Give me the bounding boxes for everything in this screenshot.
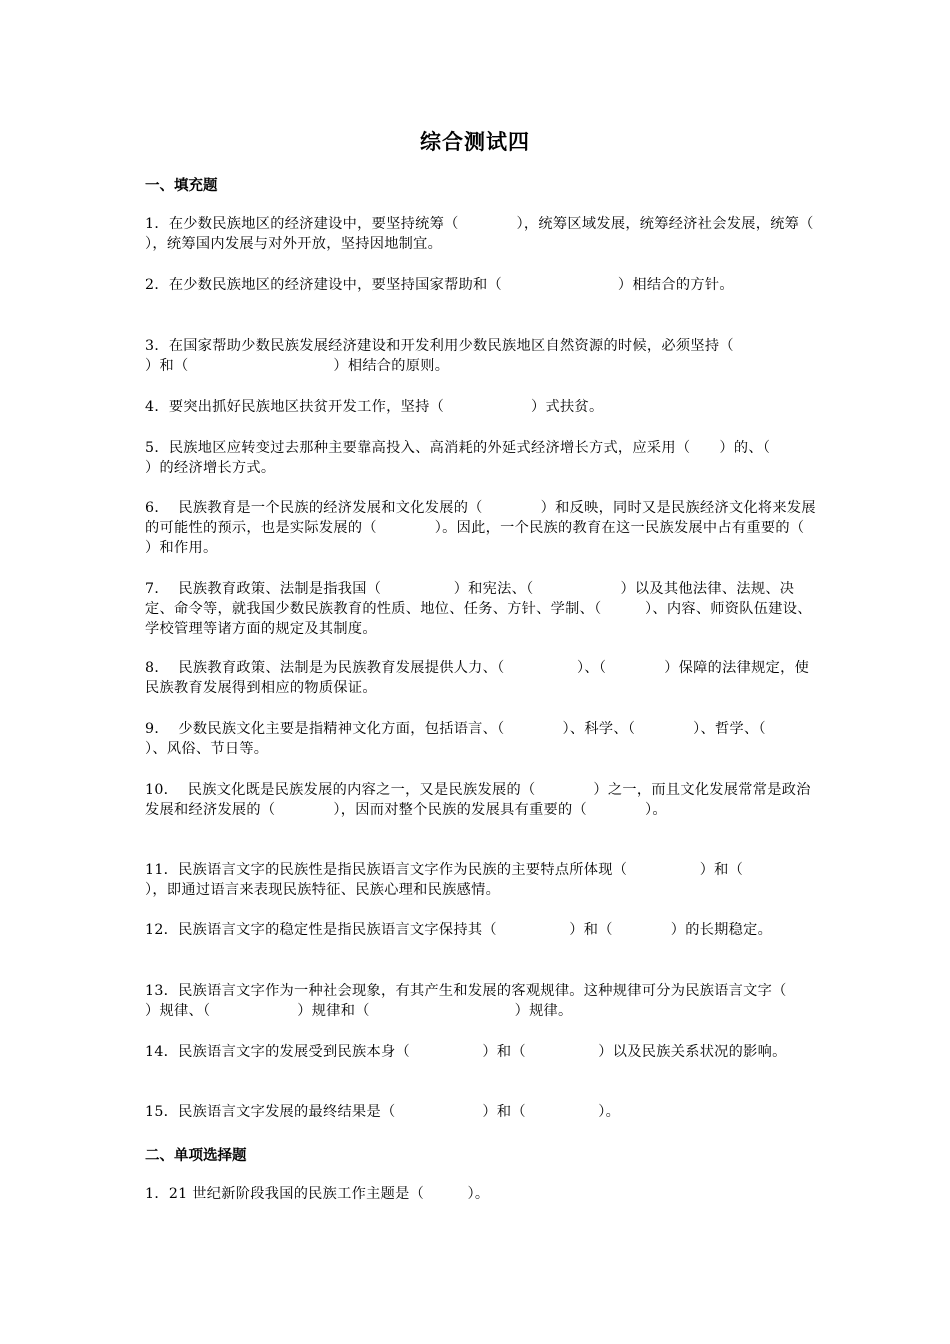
fill-question-11: 11．民族语言文字的民族性是指民族语言文字作为民族的主要特点所体现（ ）和（ ），即通过语言来表现民族特征、民族心理和民族感情。	[145, 862, 831, 898]
choice-question-1: 1．21 世纪新阶段我国的民族工作主题是（ ）。	[145, 1186, 490, 1202]
fill-question-12: 12．民族语言文字的稳定性是指民族语言文字保持其（ ）和（ ）的长期稳定。	[145, 922, 773, 938]
fill-question-15: 15．民族语言文字发展的最终结果是（ ）和（ ）。	[145, 1104, 621, 1120]
fill-question-7: 7． 民族教育政策、法制是指我国（ ）和宪法、（ ）以及其他法律、法规、决定、命令等，就我国少数民族教育的性质、地位、任务、方针、学制、（ ）、内容、师资队伍建设、学校管理等诸方面的规定及其制度。	[145, 581, 812, 637]
section-heading-fill: 一、填充题	[145, 178, 218, 194]
fill-question-4: 4．要突出抓好民族地区扶贫开发工作，坚持（ ）式扶贫。	[145, 399, 604, 415]
fill-question-1: 1．在少数民族地区的经济建设中，要坚持统筹（ ），统筹区域发展，统筹经济社会发展，统筹（ ），统筹国内发展与对外开放，坚持因地制宜。	[145, 216, 916, 252]
fill-question-6: 6． 民族教育是一个民族的经济发展和文化发展的（ ）和反映，同时又是民族经济文化将来发展的可能性的预示，也是实际发展的（ ）。因此，一个民族的教育在这一民族发展中占有重要的（ ）和作用。	[145, 500, 863, 556]
fill-question-2: 2．在少数民族地区的经济建设中，要坚持国家帮助和（ ）相结合的方针。	[145, 277, 734, 293]
section-heading-choice: 二、单项选择题	[145, 1148, 247, 1164]
fill-question-10: 10． 民族文化既是民族发展的内容之一，又是民族发展的（ ）之一，而且文化发展常常是政治发展和经济发展的（ ），因而对整个民族的发展具有重要的（ ）。	[145, 782, 811, 818]
fill-question-8: 8． 民族教育政策、法制是为民族教育发展提供人力、（ ）、（ ）保障的法律规定，使民族教育发展得到相应的物质保证。	[145, 660, 810, 696]
fill-question-9: 9． 少数民族文化主要是指精神文化方面，包括语言、（ ）、科学、（ ）、哲学、（ ）、风俗、节日等。	[145, 721, 839, 757]
fill-question-14: 14．民族语言文字的发展受到民族本身（ ）和（ ）以及民族关系状况的影响。	[145, 1044, 787, 1060]
fill-question-13: 13．民族语言文字作为一种社会现象，有其产生和发展的客观规律。这种规律可分为民族语言文字（ ）规律、（ ）规律和（ ）规律。	[145, 983, 860, 1019]
page-title: 综合测试四	[420, 130, 530, 154]
fill-question-5: 5．民族地区应转变过去那种主要靠高投入、高消耗的外延式经济增长方式，应采用（ ）的、（ ）的经济增长方式。	[145, 440, 829, 476]
fill-question-3: 3．在国家帮助少数民族发展经济建设和开发利用少数民族地区自然资源的时候，必须坚持（ ）和（ ）相结合的原则。	[145, 338, 821, 374]
